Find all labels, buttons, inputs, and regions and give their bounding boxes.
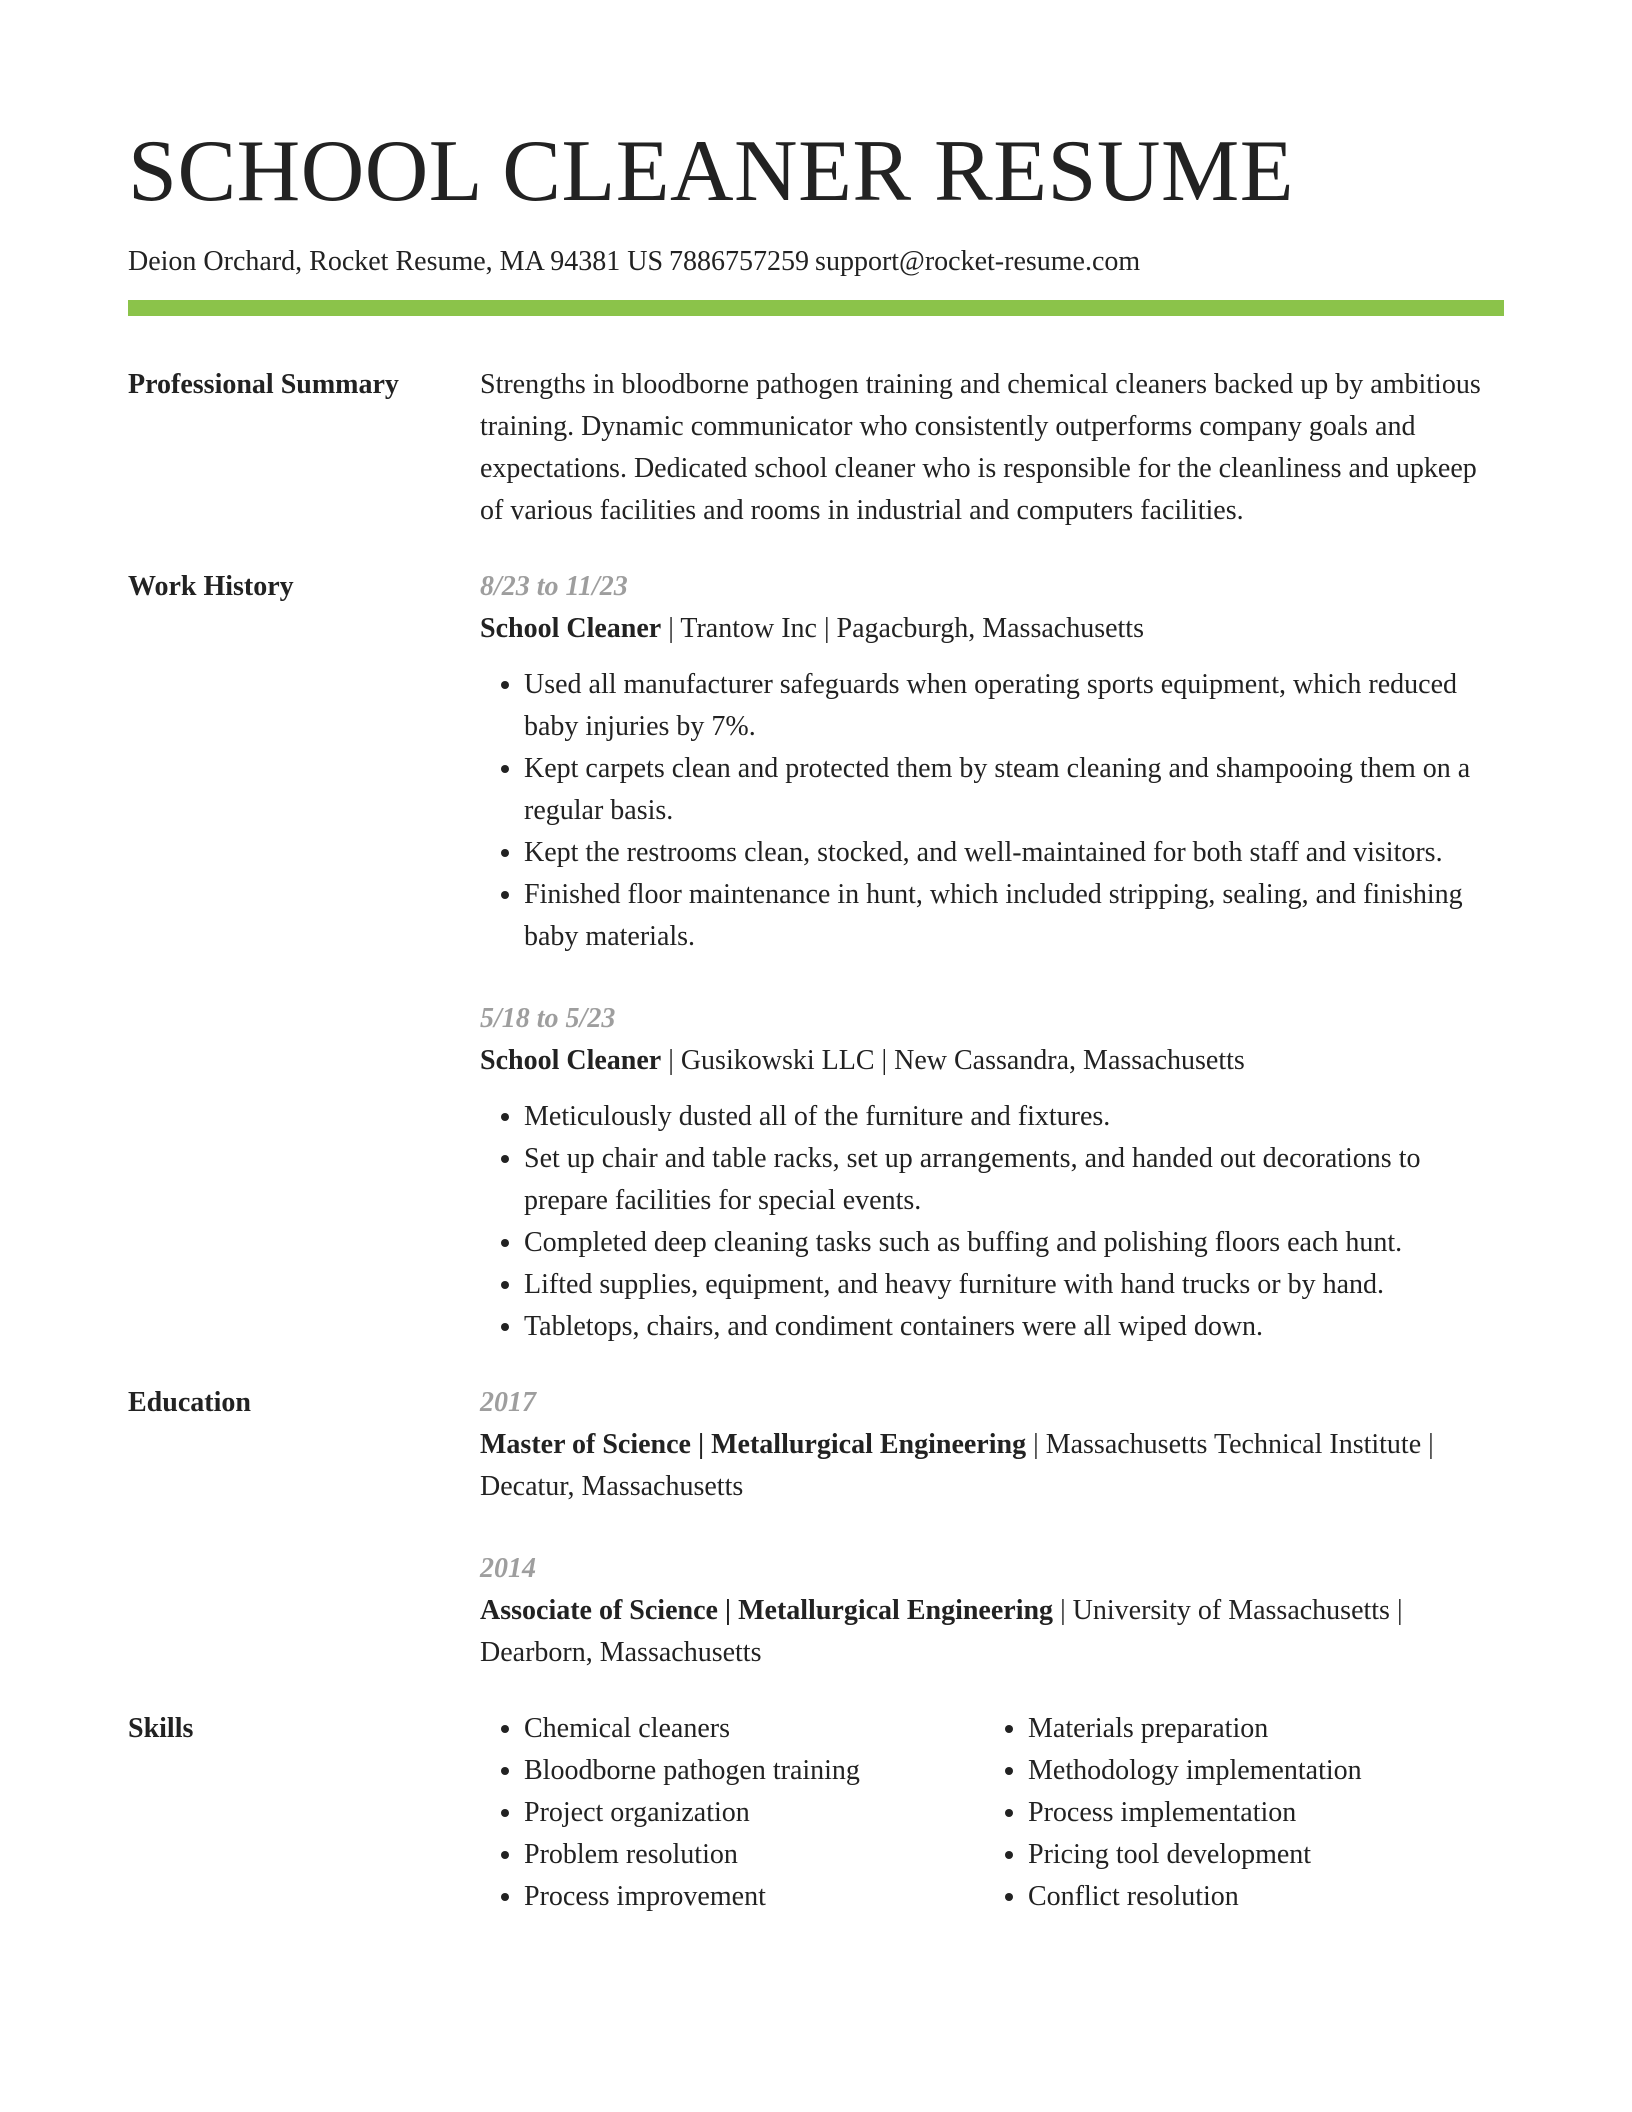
job-bullets xyxy=(480,1096,1504,1348)
skill-item: • Conflict resolution xyxy=(1028,1876,1488,1918)
education-heading xyxy=(480,1590,1504,1674)
summary-section xyxy=(128,364,1504,532)
skill-item: • Project organization xyxy=(524,1792,984,1834)
contact-name-address: Deion Orchard, Rocket Resume, MA 94381 US xyxy=(128,246,664,277)
job-details: | Gusikowski LLC | New Cassandra, Massachusetts xyxy=(661,1045,1245,1076)
resume-title: SCHOOL CLEANER RESUME xyxy=(128,123,1294,220)
section-label-education: Education xyxy=(128,1387,251,1418)
job-bullets xyxy=(480,664,1504,958)
education-body xyxy=(480,1382,1504,1674)
job-heading xyxy=(480,1040,1504,1082)
skills-columns xyxy=(480,1708,1504,1918)
job-details: | Trantow Inc | Pagacburgh, Massachusetts xyxy=(661,613,1144,644)
section-label-skills: Skills xyxy=(128,1713,194,1744)
education-section xyxy=(128,1382,1504,1674)
education-year: 2017 xyxy=(480,1387,536,1418)
job-entry xyxy=(480,566,1504,958)
job-heading xyxy=(480,608,1504,650)
skill-item: • Process improvement xyxy=(524,1876,984,1918)
skill-item: • Materials preparation xyxy=(1028,1708,1488,1750)
contact-line xyxy=(128,242,1504,282)
education-details: | University of Massachusetts | Dearborn, Massachusetts xyxy=(480,1595,1403,1668)
resume-page xyxy=(128,120,1504,1918)
skill-item: • Methodology implementation xyxy=(1028,1750,1488,1792)
education-year: 2014 xyxy=(480,1553,536,1584)
skills-section xyxy=(128,1708,1504,1918)
job-bullet: • Lifted supplies, equipment, and heavy furniture with hand trucks or by hand. xyxy=(524,1264,1504,1306)
education-degree: Master of Science | Metallurgical Engineering xyxy=(480,1429,1027,1460)
skill-item: • Pricing tool development xyxy=(1028,1834,1488,1876)
job-dates: 8/23 to 11/23 xyxy=(480,571,628,602)
job-entry xyxy=(480,998,1504,1348)
education-entry xyxy=(480,1548,1504,1674)
skills-list-right xyxy=(984,1708,1488,1918)
job-title: School Cleaner xyxy=(480,1045,662,1076)
work-body xyxy=(480,566,1504,1348)
skills-body xyxy=(480,1708,1504,1918)
contact-phone: 7886757259 xyxy=(669,246,810,277)
education-details: | Massachusetts Technical Institute | Decatur, Massachusetts xyxy=(480,1429,1434,1502)
header-divider xyxy=(128,300,1504,316)
skill-item: • Chemical cleaners xyxy=(524,1708,984,1750)
work-section xyxy=(128,566,1504,1348)
skills-list-left xyxy=(480,1708,984,1918)
contact-email: support@rocket-resume.com xyxy=(815,246,1141,277)
summary-text: Strengths in bloodborne pathogen training and chemical cleaners backed up by ambitious training. Dynamic communicator who consistently outperforms company goals and expectations. Dedicated school cleaner who is responsible for the cleanliness and upkeep of various facilities and rooms in industrial and computers facilities. xyxy=(480,369,1481,526)
job-bullet: • Set up chair and table racks, set up arrangements, and handed out decorations to prepare facilities for special events. xyxy=(524,1138,1504,1222)
section-label-summary: Professional Summary xyxy=(128,369,399,400)
job-dates: 5/18 to 5/23 xyxy=(480,1003,616,1034)
skill-item: • Bloodborne pathogen training xyxy=(524,1750,984,1792)
job-bullet: • Kept carpets clean and protected them by steam cleaning and shampooing them on a regular basis. xyxy=(524,748,1504,832)
skill-item: • Process implementation xyxy=(1028,1792,1488,1834)
job-bullet: • Kept the restrooms clean, stocked, and well-maintained for both staff and visitors. xyxy=(524,832,1504,874)
job-bullet: • Completed deep cleaning tasks such as buffing and polishing floors each hunt. xyxy=(524,1222,1504,1264)
job-bullet: • Meticulously dusted all of the furniture and fixtures. xyxy=(524,1096,1504,1138)
skill-item: • Problem resolution xyxy=(524,1834,984,1876)
summary-body xyxy=(480,364,1504,532)
job-bullet: • Finished floor maintenance in hunt, which included stripping, sealing, and finishing baby materials. xyxy=(524,874,1504,958)
section-label-work: Work History xyxy=(128,571,294,602)
job-bullet: • Tabletops, chairs, and condiment containers were all wiped down. xyxy=(524,1306,1504,1348)
education-entry xyxy=(480,1382,1504,1508)
job-title: School Cleaner xyxy=(480,613,662,644)
job-bullet: • Used all manufacturer safeguards when operating sports equipment, which reduced baby injuries by 7%. xyxy=(524,664,1504,748)
education-degree: Associate of Science | Metallurgical Engineering xyxy=(480,1595,1054,1626)
education-heading xyxy=(480,1424,1504,1508)
